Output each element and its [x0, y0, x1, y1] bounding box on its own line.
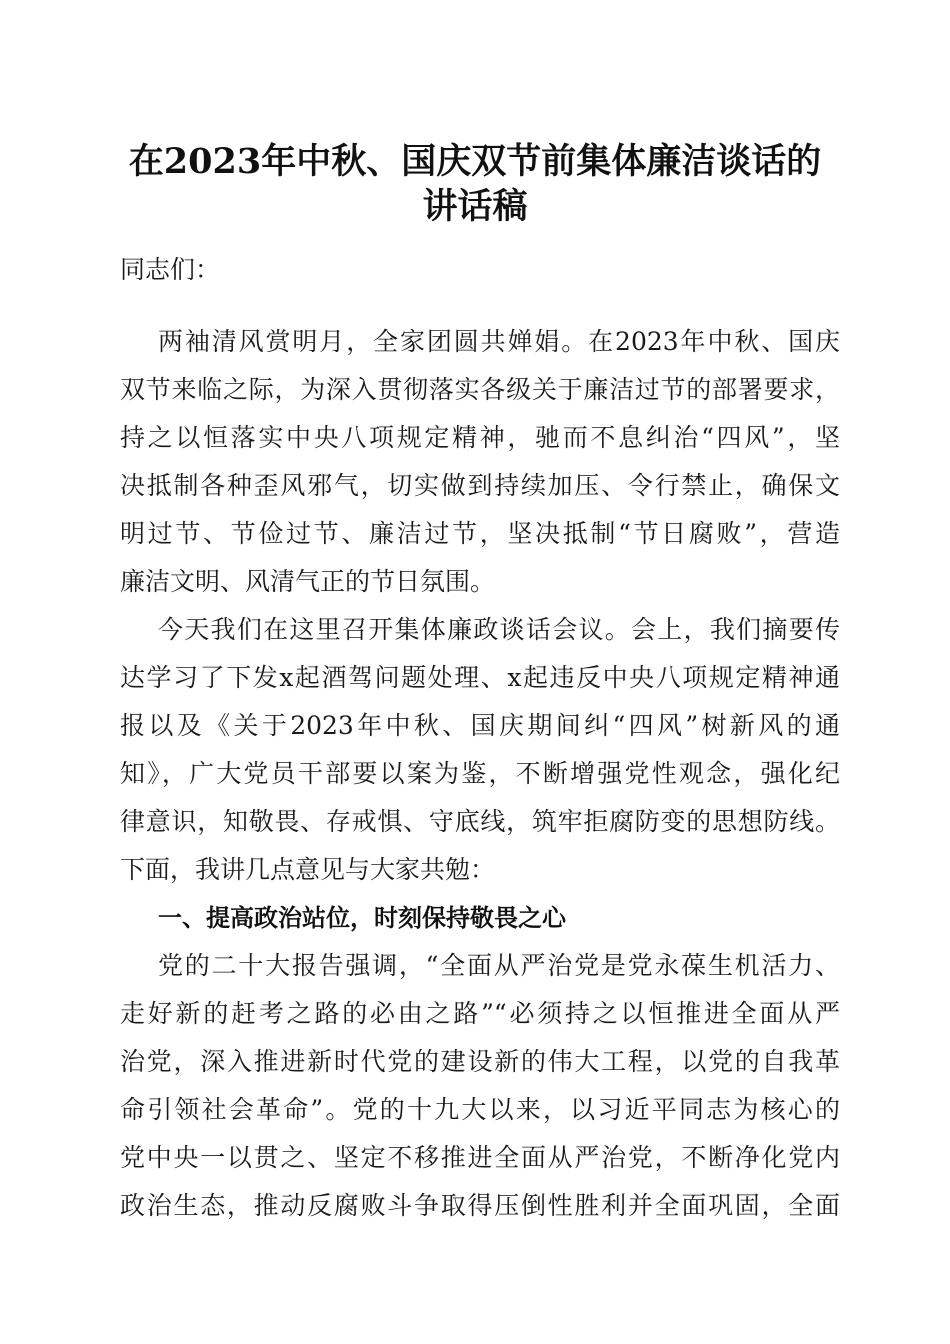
document-title-line-1: 在2023年中秋、国庆双节前集体廉洁谈话的: [128, 141, 822, 182]
paragraph-1-line: 两袖清风赏明月，全家团圆共婵娟。在2023年中秋、国庆: [158, 327, 840, 356]
paragraph-3-line: 命引领社会革命”。党的十九大以来，以习近平同志为核心的: [120, 1095, 840, 1124]
paragraph-1-line: 廉洁文明、风清气正的节日氛围。: [120, 567, 496, 596]
paragraph-2-line: 律意识，知敬畏、存戒惧、守底线，筑牢拒腐防变的思想防线。: [120, 807, 840, 836]
paragraph-1-line: 持之以恒落实中央八项规定精神，驰而不息纠治“四风”，坚: [120, 423, 840, 452]
paragraph-2-line: 下面，我讲几点意见与大家共勉：: [120, 855, 496, 884]
salutation: 同志们：: [120, 255, 221, 284]
paragraph-2-line: 今天我们在这里召开集体廉政谈话会议。会上，我们摘要传: [158, 615, 840, 644]
document-title-line-2: 讲话稿: [422, 186, 528, 227]
paragraph-1-line: 决抵制各种歪风邪气，切实做到持续加压、令行禁止，确保文: [120, 471, 840, 500]
section-heading-1: 一、提高政治站位，时刻保持敬畏之心: [158, 904, 566, 932]
paragraph-2-line: 达学习了下发x起酒驾问题处理、x起违反中央八项规定精神通: [120, 663, 840, 692]
paragraph-3-line: 党的二十大报告强调，“全面从严治党是党永葆生机活力、: [158, 951, 840, 980]
paragraph-3-line: 政治生态，推动反腐败斗争取得压倒性胜利并全面巩固，全面: [120, 1191, 840, 1220]
paragraph-1-line: 明过节、节俭过节、廉洁过节，坚决抵制“节日腐败”，营造: [120, 519, 840, 548]
paragraph-3-line: 治党，深入推进新时代党的建设新的伟大工程，以党的自我革: [120, 1047, 840, 1076]
paragraph-2-line: 知》，广大党员干部要以案为鉴，不断增强党性观念，强化纪: [120, 759, 840, 788]
paragraph-3-line: 走好新的赶考之路的必由之路”“必须持之以恒推进全面从严: [120, 999, 840, 1028]
paragraph-3-line: 党中央一以贯之、坚定不移推进全面从严治党，不断净化党内: [120, 1143, 840, 1172]
paragraph-1-line: 双节来临之际，为深入贯彻落实各级关于廉洁过节的部署要求，: [120, 375, 840, 404]
paragraph-2-line: 报以及《关于2023年中秋、国庆期间纠“四风”树新风的通: [120, 711, 840, 740]
